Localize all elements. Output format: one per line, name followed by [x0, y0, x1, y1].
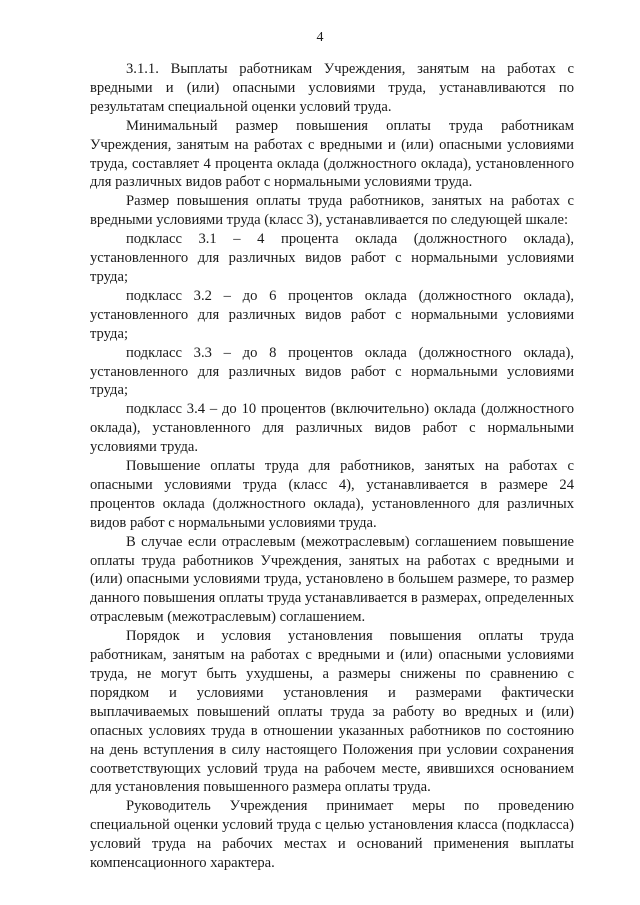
paragraph-subclass-3-2: подкласс 3.2 – до 6 процентов оклада (должностного оклада), установленного для различных видов работ с нормальными условиями труда;	[90, 287, 574, 342]
paragraph-3-1-1: 3.1.1. Выплаты работникам Учреждения, занятым на работах с вредными и (или) опасными условиями труда, устанавливаются по результатам специальной оценки условий труда.	[90, 61, 574, 115]
paragraph-subclass-3-1: подкласс 3.1 – 4 процента оклада (должностного оклада), установленного для различных видов работ с нормальными условиями труда;	[90, 231, 574, 285]
paragraph-class-3-scale: Размер повышения оплаты труда работников, занятых на работах с вредными условиями труда (класс 3), устанавливается по следующей шкале:	[90, 193, 574, 229]
paragraph-class-4: Повышение оплаты труда для работников, занятых на работах с опасными условиями труда (класс 4), устанавливается в размере 24 процентов оклада (должностного оклада), установленного для различных видов работ с нормальными условиями труда.	[90, 458, 574, 531]
paragraph-industry-agreement: В случае если отраслевым (межотраслевым) соглашением повышение оплаты труда работников Учреждения, занятых на работах с вредными и (или) опасными условиями труда, установлено в большем размере, то размер данного повышения оплаты труда устанавливается в размерах, определенных отраслевым (межотраслевым) соглашением.	[90, 533, 574, 626]
paragraph-subclass-3-4: подкласс 3.4 – до 10 процентов (включительно) оклада (должностного оклада), установленного для различных видов работ с нормальными условиями труда.	[90, 401, 574, 456]
paragraph-subclass-3-3: подкласс 3.3 – до 8 процентов оклада (должностного оклада), установленного для различных видов работ с нормальными условиями труда;	[90, 344, 574, 399]
paragraph-procedure-conditions: Порядок и условия установления повышения оплаты труда работникам, занятым на работах с вредными и (или) опасными условиями труда, не могут быть ухудшены, а размеры снижены по сравнению с порядком и условиями установления и размерами фактически выплачиваемых повышений оплаты труда за работу во вредных и (или) опасных условиях труда в отношении указанных работников по состоянию на день вступления в силу настоящего Положения при условии сохранения соответствующих условий труда на рабочем месте, явившихся основанием для установления повышенного размера оплаты труда.	[90, 628, 574, 796]
page-number: 4	[316, 30, 324, 45]
paragraph-director-measures: Руководитель Учреждения принимает меры по проведению специальной оценки условий труда с целью установления класса (подкласса) условий труда на рабочих местах и оснований применения выплаты компенсационного характера.	[90, 798, 574, 872]
document-body	[90, 60, 574, 873]
paragraph-minimum-increase: Минимальный размер повышения оплаты труда работникам Учреждения, занятым на работах с вредными и (или) опасными условиями труда, составляет 4 процента оклада (должностного оклада), установленного для различных видов работ с нормальными условиями труда.	[90, 117, 574, 191]
